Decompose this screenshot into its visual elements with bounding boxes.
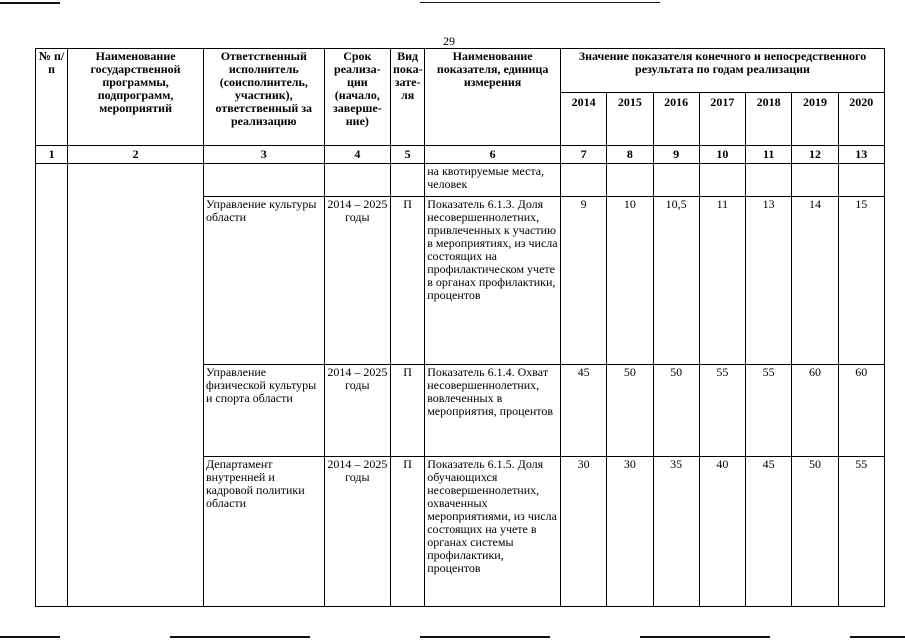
scan-edge-bottom-far-right xyxy=(850,636,905,638)
cell-value xyxy=(560,164,606,197)
scan-edge-top-left xyxy=(0,2,60,4)
header-year: 2020 xyxy=(838,93,884,146)
cell-value: 10,5 xyxy=(653,197,699,365)
column-number: 11 xyxy=(746,146,792,164)
cell-kind: П xyxy=(391,365,425,457)
cell-value xyxy=(838,164,884,197)
column-number: 9 xyxy=(653,146,699,164)
cell-kind xyxy=(391,164,425,197)
header-kind: Вид пока-зате-ля xyxy=(391,49,425,146)
cell-term: 2014 – 2025 годы xyxy=(324,365,390,457)
cell-value: 9 xyxy=(560,197,606,365)
cell-responsible xyxy=(203,164,324,197)
cell-value: 55 xyxy=(746,365,792,457)
cell-value xyxy=(746,164,792,197)
cell-value: 60 xyxy=(792,365,838,457)
header-year: 2015 xyxy=(607,93,653,146)
cell-value xyxy=(699,164,745,197)
scan-edge-bottom-left xyxy=(0,636,60,638)
column-number: 13 xyxy=(838,146,884,164)
column-number: 3 xyxy=(203,146,324,164)
column-number: 6 xyxy=(425,146,561,164)
column-number: 8 xyxy=(607,146,653,164)
cell-value: 14 xyxy=(792,197,838,365)
scan-edge-top-right xyxy=(420,2,660,3)
column-number: 2 xyxy=(68,146,204,164)
cell-value: 11 xyxy=(699,197,745,365)
cell-value: 60 xyxy=(838,365,884,457)
cell-term xyxy=(324,164,390,197)
cell-kind: П xyxy=(391,457,425,607)
column-number: 5 xyxy=(391,146,425,164)
header-year: 2019 xyxy=(792,93,838,146)
cell-indicator: Показатель 6.1.5. Доля обучающихся несовершеннолетних, охваченных мероприятиями, из числа состоящих на учете в органах системы профилактики, процентов xyxy=(425,457,561,607)
cell-term: 2014 – 2025 годы xyxy=(324,197,390,365)
scan-edge-bottom-mid1 xyxy=(170,636,310,638)
cell-value: 55 xyxy=(838,457,884,607)
column-number: 7 xyxy=(560,146,606,164)
cell-name xyxy=(68,164,204,607)
cell-value: 40 xyxy=(699,457,745,607)
cell-value: 30 xyxy=(560,457,606,607)
cell-num xyxy=(36,164,68,607)
column-number: 10 xyxy=(699,146,745,164)
header-indicator: Наименование показателя, единица измерения xyxy=(425,49,561,146)
cell-indicator: Показатель 6.1.3. Доля несовершеннолетних, привлеченных к участию в мероприятиях, из числа состоящих на профилактическом учете в органах профилактики, процентов xyxy=(425,197,561,365)
page-number: 29 xyxy=(443,34,455,48)
cell-value: 15 xyxy=(838,197,884,365)
cell-value xyxy=(607,164,653,197)
cell-value xyxy=(792,164,838,197)
header-num: № п/п xyxy=(36,49,68,146)
header-year: 2018 xyxy=(746,93,792,146)
cell-value: 50 xyxy=(653,365,699,457)
column-number: 4 xyxy=(324,146,390,164)
header-year: 2016 xyxy=(653,93,699,146)
cell-value: 13 xyxy=(746,197,792,365)
cell-indicator: на квотируемые места, человек xyxy=(425,164,561,197)
header-name: Наименование государственной программы, подпрограмм, мероприятий xyxy=(68,49,204,146)
cell-value xyxy=(653,164,699,197)
header-year: 2014 xyxy=(560,93,606,146)
indicators-table xyxy=(35,48,885,607)
cell-indicator: Показатель 6.1.4. Охват несовершеннолетних, вовлеченных в мероприятия, процентов xyxy=(425,365,561,457)
column-number: 12 xyxy=(792,146,838,164)
cell-value: 45 xyxy=(560,365,606,457)
cell-value: 30 xyxy=(607,457,653,607)
cell-value: 55 xyxy=(699,365,745,457)
cell-responsible: Управление физической культуры и спорта области xyxy=(203,365,324,457)
column-number: 1 xyxy=(36,146,68,164)
table-row xyxy=(36,164,885,197)
cell-value: 35 xyxy=(653,457,699,607)
cell-kind: П xyxy=(391,197,425,365)
header-responsible: Ответственный исполнитель (соисполнитель, участник), ответственный за реализацию xyxy=(203,49,324,146)
scan-edge-bottom-mid2 xyxy=(420,636,550,638)
cell-value: 45 xyxy=(746,457,792,607)
cell-value: 10 xyxy=(607,197,653,365)
cell-responsible: Управление культуры области xyxy=(203,197,324,365)
header-year: 2017 xyxy=(699,93,745,146)
cell-value: 50 xyxy=(607,365,653,457)
cell-responsible: Департамент внутренней и кадровой политики области xyxy=(203,457,324,607)
cell-term: 2014 – 2025 годы xyxy=(324,457,390,607)
cell-value: 50 xyxy=(792,457,838,607)
header-values-group: Значение показателя конечного и непосредственного результата по годам реализации xyxy=(560,49,884,93)
scan-edge-bottom-right xyxy=(640,636,770,638)
header-term: Срок реализа-ции (начало, заверше-ние) xyxy=(324,49,390,146)
